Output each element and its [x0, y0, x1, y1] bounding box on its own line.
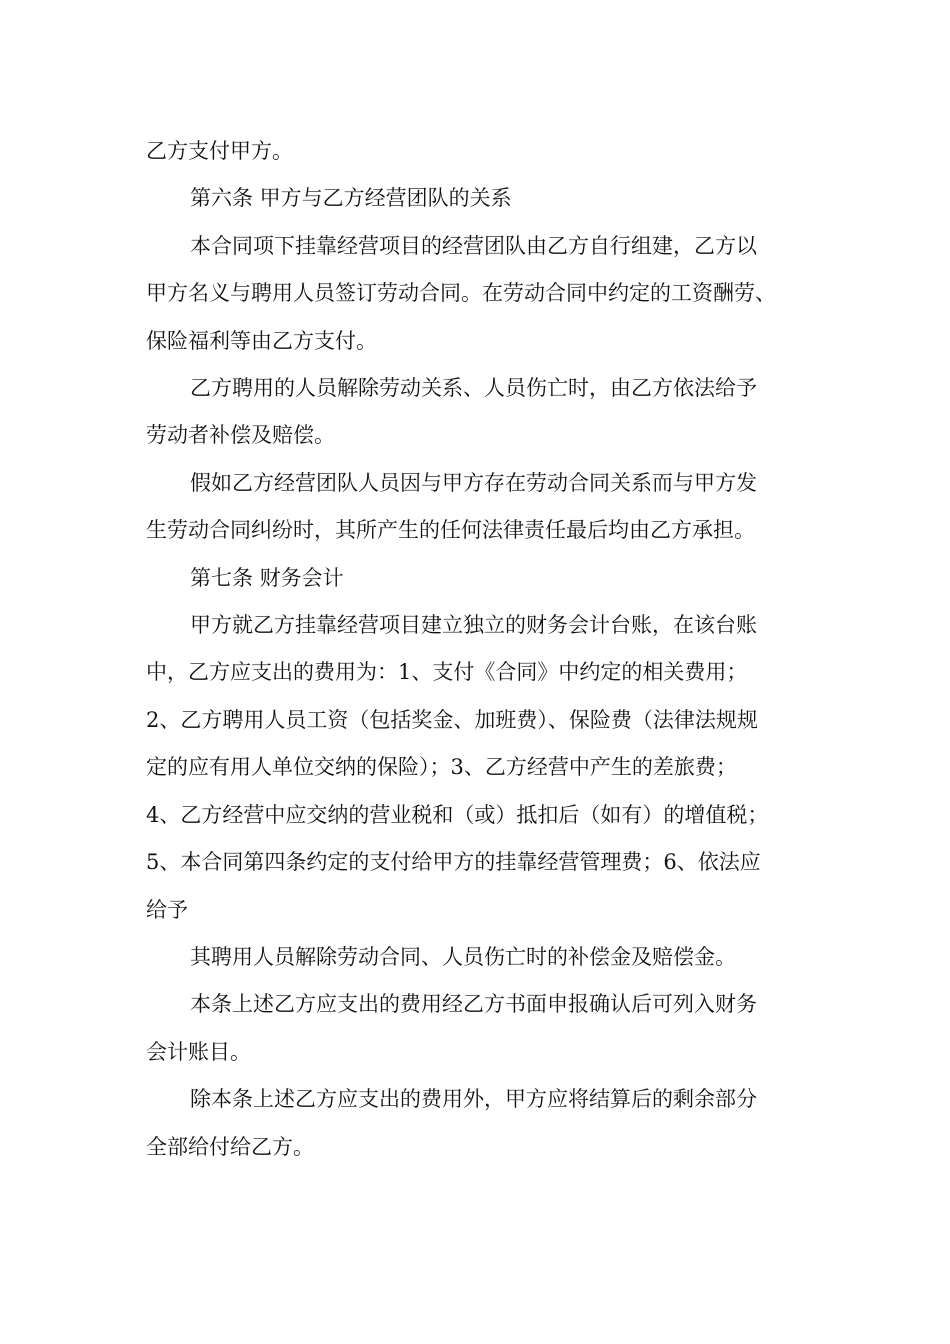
text-line: 会计账目。 — [146, 1039, 251, 1064]
text-line: 假如乙方经营团队人员因与甲方存在劳动合同关系而与甲方发 — [190, 470, 757, 495]
text-line: 除本条上述乙方应支出的费用外，甲方应将结算后的剩余部分 — [190, 1087, 757, 1112]
text-line: 2、乙方聘用人员工资（包括奖金、加班费）、保险费（法律法规规 — [146, 707, 758, 732]
document-body — [146, 128, 810, 1171]
text-line: 生劳动合同纠纷时，其所产生的任何法律责任最后均由乙方承担。 — [146, 518, 755, 543]
article-heading: 第七条 财务会计 — [190, 565, 344, 590]
text-line: 乙方支付甲方。 — [146, 139, 293, 163]
text-line: 本合同项下挂靠经营项目的经营团队由乙方自行组建，乙方以 — [190, 233, 757, 258]
text-line: 乙方聘用的人员解除劳动关系、人员伤亡时，由乙方依法给予 — [190, 376, 757, 401]
text-line: 给予 — [146, 897, 188, 922]
text-line: 甲方就乙方挂靠经营项目建立独立的财务会计台账，在该台账 — [190, 613, 757, 638]
text-line: 4、乙方经营中应交纳的营业税和（或）抵扣后（如有）的增值税； — [146, 802, 769, 827]
text-line: 保险福利等由乙方支付。 — [146, 328, 377, 353]
text-line: 全部给付给乙方。 — [146, 1134, 314, 1159]
text-line: 中，乙方应支出的费用为：1、支付《合同》中约定的相关费用； — [146, 660, 748, 685]
text-line: 5、本合同第四条约定的支付给甲方的挂靠经营管理费；6、依法应 — [146, 850, 761, 875]
text-line: 甲方名义与聘用人员签订劳动合同。在劳动合同中约定的工资酬劳、 — [146, 281, 776, 306]
text-line: 本条上述乙方应支出的费用经乙方书面申报确认后可列入财务 — [190, 992, 757, 1017]
article-heading: 第六条 甲方与乙方经营团队的关系 — [190, 186, 512, 211]
text-line: 劳动者补偿及赔偿。 — [146, 423, 335, 448]
text-line: 定的应有用人单位交纳的保险）；3、乙方经营中产生的差旅费； — [146, 755, 737, 780]
text-line: 其聘用人员解除劳动合同、人员伤亡时的补偿金及赔偿金。 — [190, 944, 736, 969]
